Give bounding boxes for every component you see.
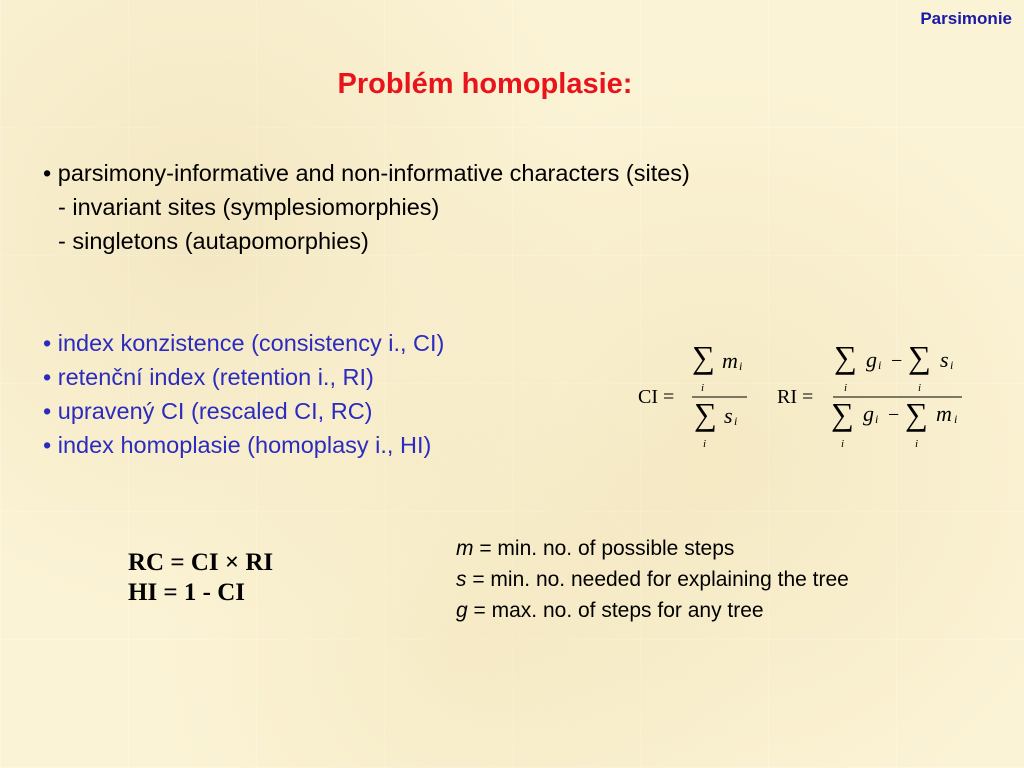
ri-num-sum-s: ∑ <box>908 339 931 375</box>
ri-den-g-sub: i <box>875 412 879 426</box>
ci-num-sum: ∑ <box>692 339 715 375</box>
ri-den-minus: − <box>888 404 900 426</box>
ci-den-sub: i <box>703 438 707 450</box>
definition-g-var: g <box>456 599 468 622</box>
hi-relation: HI = 1 - CI <box>128 579 246 606</box>
index-item-ri: • retenční index (retention i., RI) <box>43 364 374 390</box>
ri-den-g: g <box>863 401 874 426</box>
index-item-ci: • index konzistence (consistency i., CI) <box>43 330 445 356</box>
ri-den-sub-g: i <box>841 438 845 450</box>
definition-m-text: = min. no. of possible steps <box>473 537 735 560</box>
definition-s-var: s <box>456 568 467 591</box>
ci-num-sub: i <box>701 382 705 394</box>
characters-sub-invariant: - invariant sites (symplesiomorphies) <box>58 194 440 220</box>
rc-relation: RC = CI × RI <box>128 549 274 576</box>
ri-num-s: s <box>940 347 949 372</box>
index-item-hi: • index homoplasie (homoplasy i., HI) <box>43 432 432 458</box>
ri-den-sub-m: i <box>915 438 919 450</box>
ri-den-sum-g: ∑ <box>831 396 854 432</box>
index-item-rc: • upravený CI (rescaled CI, RC) <box>43 398 373 424</box>
ci-num-m: m <box>722 348 738 373</box>
ri-num-s-sub: i <box>950 358 954 372</box>
ri-num-g-sub: i <box>878 358 882 372</box>
ri-den-m: m <box>936 401 952 426</box>
ri-num-sum-g: ∑ <box>834 339 857 375</box>
slide-header: Parsimonie <box>920 9 1012 28</box>
ri-num-minus: − <box>891 350 903 372</box>
definition-s <box>456 564 849 595</box>
ri-num-sub-s: i <box>918 382 922 394</box>
ri-num-g: g <box>866 347 877 372</box>
ci-den-s-sub: i <box>734 414 738 428</box>
definition-s-text: = min. no. needed for explaining the tree <box>466 568 849 591</box>
index-formulas <box>630 336 975 456</box>
characters-block <box>43 156 690 258</box>
ci-lhs: CI = <box>638 386 675 408</box>
slide-title: Problém homoplasie: <box>337 68 633 100</box>
ci-num-m-sub: i <box>739 359 743 373</box>
definition-m <box>456 533 849 564</box>
derived-indices <box>128 548 273 608</box>
definition-g <box>456 595 849 626</box>
ri-den-m-sub: i <box>954 412 958 426</box>
characters-sub-singletons: - singletons (autapomorphies) <box>58 228 369 254</box>
characters-main-bullet: • parsimony-informative and non-informative characters (sites) <box>43 160 690 186</box>
ci-den-sum: ∑ <box>694 396 717 432</box>
definition-m-var: m <box>456 537 474 560</box>
ri-lhs: RI = <box>777 386 814 408</box>
variable-definitions <box>456 533 849 626</box>
ri-den-sum-m: ∑ <box>905 396 928 432</box>
definition-g-text: = max. no. of steps for any tree <box>467 599 764 622</box>
indices-list <box>43 326 444 462</box>
ri-num-sub-g: i <box>844 382 848 394</box>
ci-den-s: s <box>724 403 733 428</box>
